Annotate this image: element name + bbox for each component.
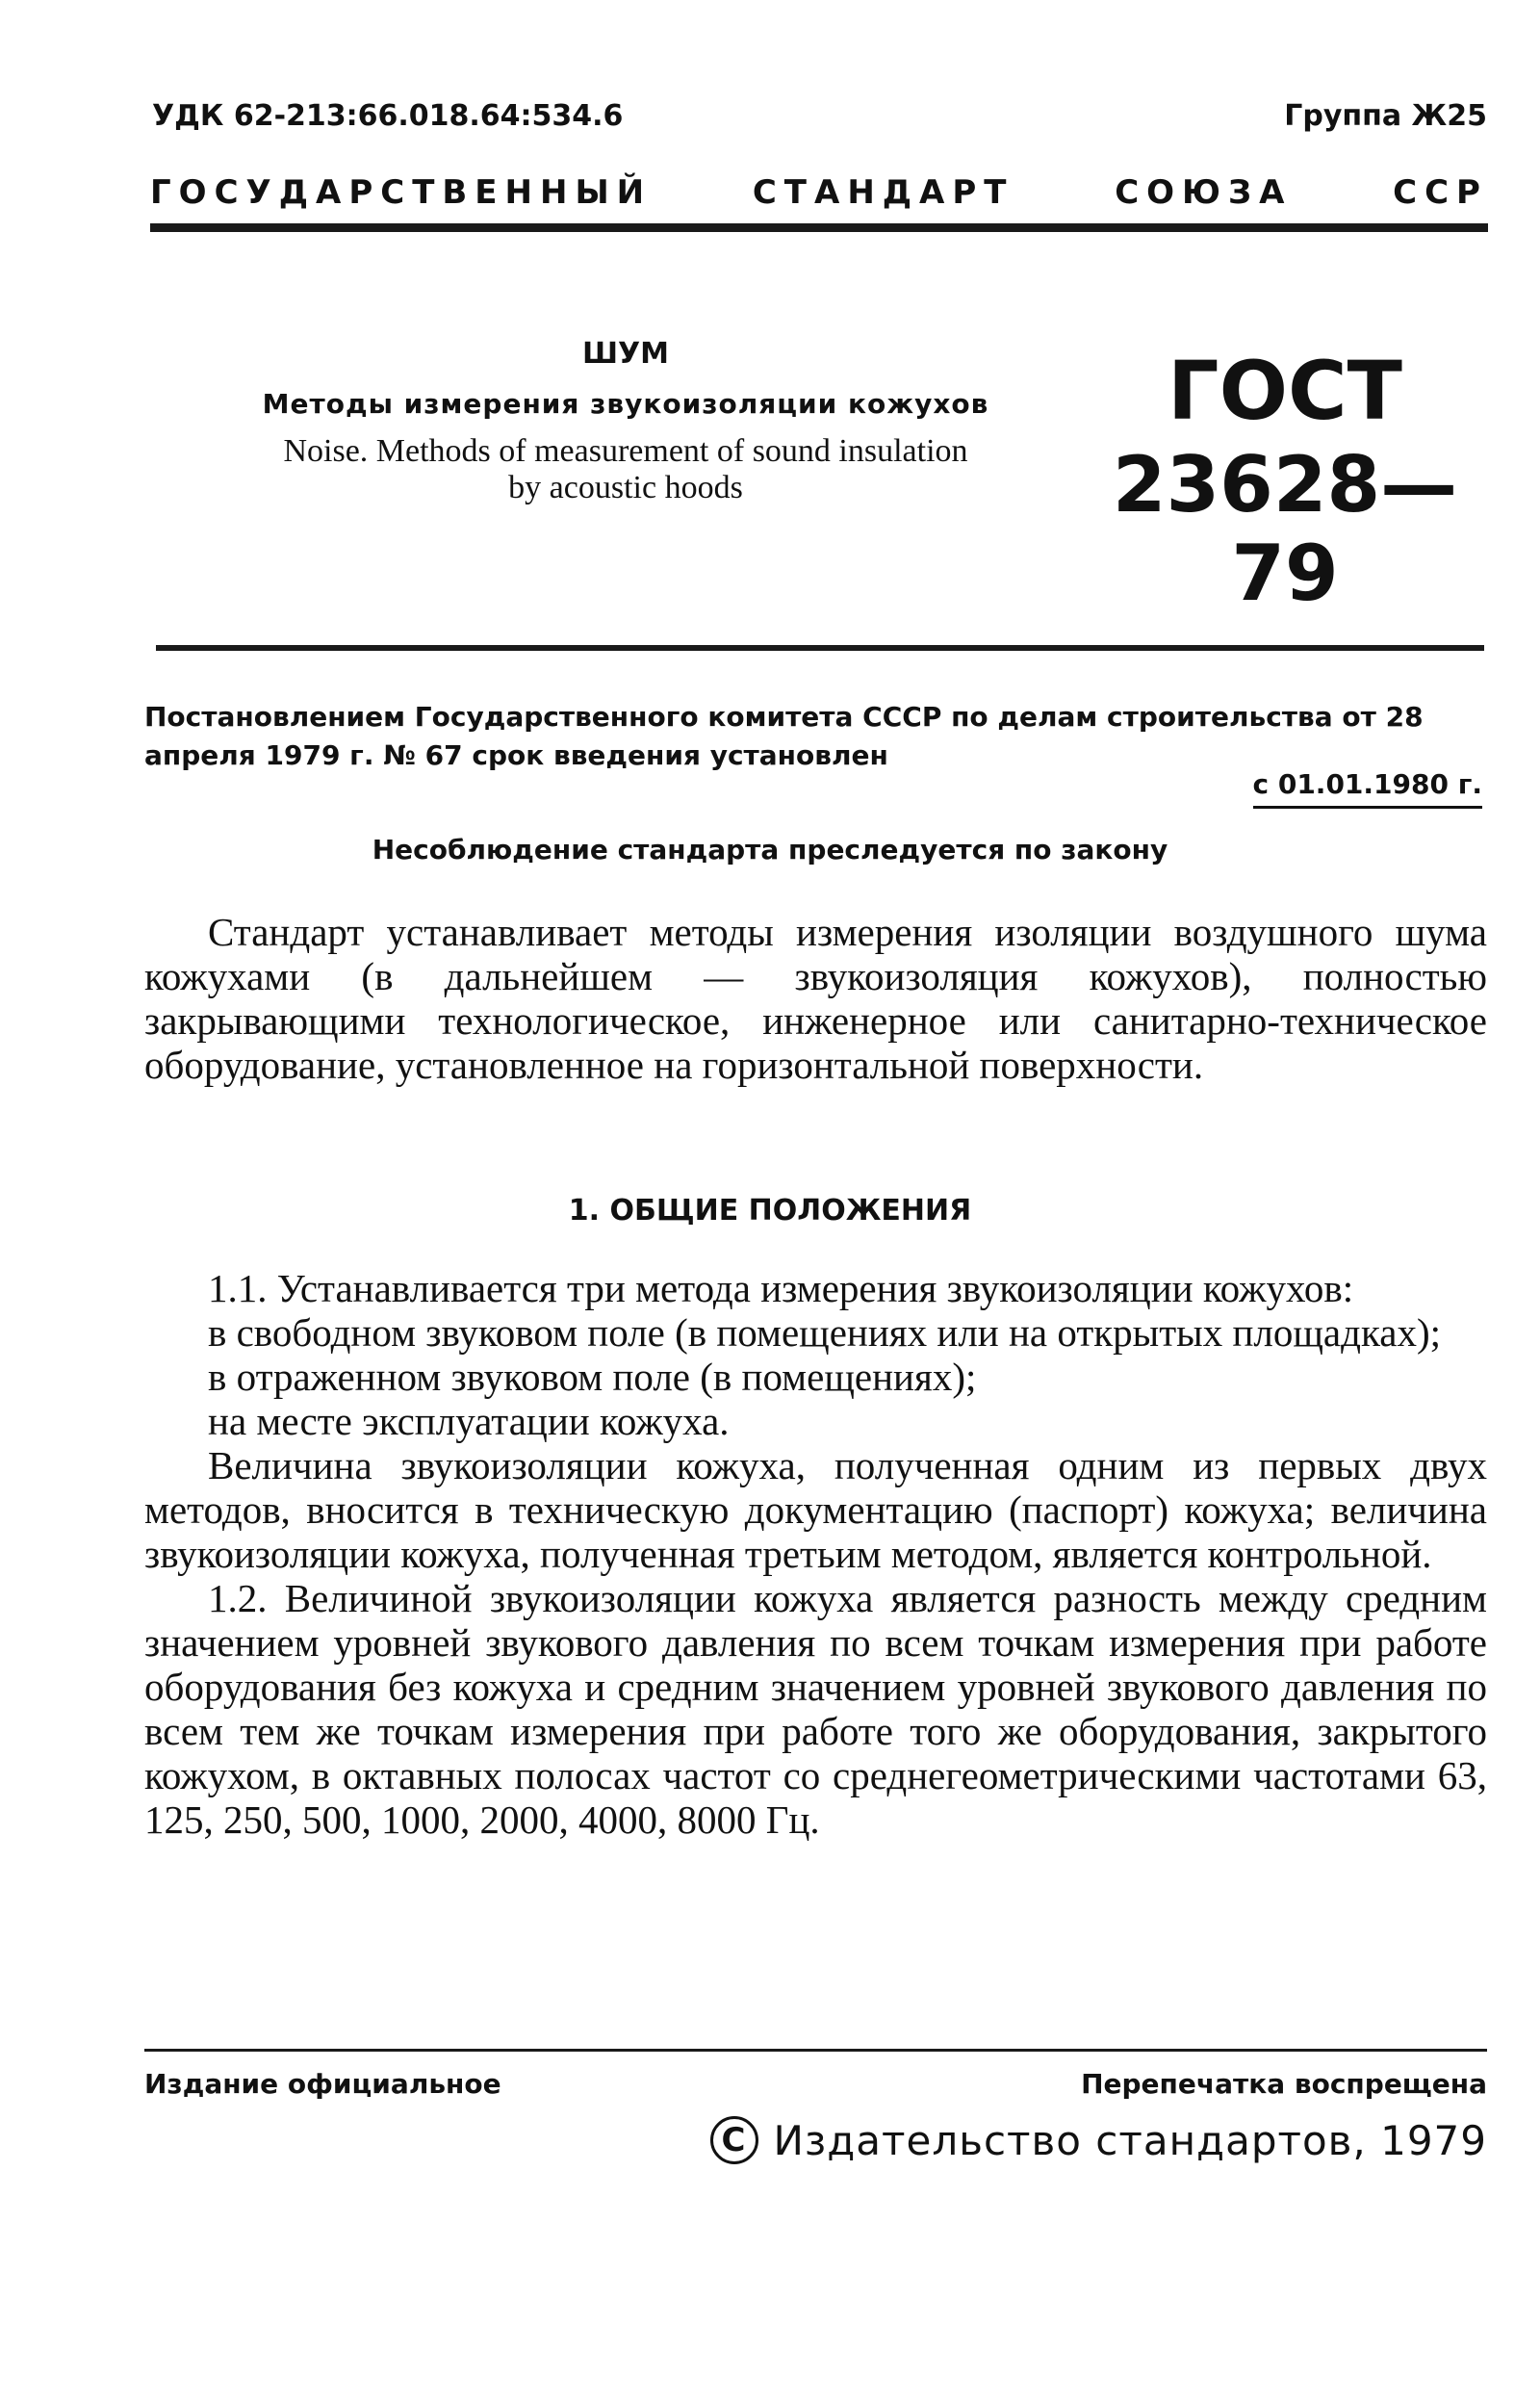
top-rule [150,223,1488,232]
subject-title: ШУМ [581,337,670,371]
decree-text: Постановлением Государственного комитета СССР по делам строительства от 28 апреля 1979 г. № 67 срок введения установлен [144,701,1424,771]
clause-1-1-note: Величина звукоизоляции кожуха, полученная одним из первых двух методов, вносится в техническую документацию (паспорт) кожуха; величина звукоизоляции кожуха, полученная третьим методом, является контрольной. [144,1443,1487,1576]
reprint-notice: Перепечатка воспрещена [1081,2068,1487,2100]
title-block [212,337,1040,506]
title-english [212,433,1040,506]
copyright-icon: C [710,2116,758,2164]
bottom-rule [144,2049,1487,2052]
heading-word: СОЮЗА [1115,173,1293,212]
intro-text: Стандарт устанавливает методы измерения изоляции воздушного шума кожухами (в дальнейшем — звукоизоляция кожухов), полностью закрывающими технологическое, инженерное или санитарно-техническое оборудование, установленное на горизонтальной поверхности. [144,910,1487,1087]
title-russian: Методы измерения звукоизоляции кожухов [262,388,989,420]
publisher-line [710,2116,1487,2164]
clause-1-2: 1.2. Величиной звукоизоляции кожуха является разность между средним значением уровней звукового давления по всем точкам измерения при работе оборудования без кожуха и средним значением уровней звукового давления по всем тем же точкам измерения при работе того же оборудования, закрытого кожухом, в октавных полосах частот со среднегеометрическими частотами 63, 125, 250, 500, 1000, 2000, 4000, 8000 Гц. [144,1576,1487,1842]
group-code: Группа Ж25 [1284,99,1487,133]
effective-date: с 01.01.1980 г. [1253,768,1483,809]
official-edition: Издание официальное [144,2068,501,2100]
method-on-site: на месте эксплуатации кожуха. [208,1399,730,1443]
middle-rule [156,645,1484,651]
intro-paragraph [144,910,1487,1087]
section-body [144,1266,1487,1842]
clause-1-1: 1.1. Устанавливается три метода измерения звукоизоляции кожухов: [208,1266,1354,1310]
udk-code: УДК 62-213:66.018.64:534.6 [152,99,624,133]
gost-designation [1097,344,1473,618]
standard-type-heading [150,173,1488,212]
heading-word: ГОСУДАРСТВЕННЫЙ [150,173,653,212]
heading-word: СТАНДАРТ [752,173,1014,212]
heading-word: ССР [1393,173,1488,212]
title-english-line: by acoustic hoods [508,470,743,505]
gost-number: 23628—79 [1112,440,1458,618]
legal-notice: Несоблюдение стандарта преследуется по закону [372,834,1168,866]
title-english-line: Noise. Methods of measurement of sound insulation [283,433,968,469]
section-heading: 1. ОБЩИЕ ПОЛОЖЕНИЯ [568,1194,972,1228]
publisher-name: Издательство стандартов, 1979 [773,2116,1487,2164]
method-reflected-field: в отраженном звуковом поле (в помещениях); [208,1355,977,1399]
gost-label: ГОСТ [1168,344,1402,438]
method-free-field: в свободном звуковом поле (в помещениях или на открытых площадках); [208,1310,1442,1355]
